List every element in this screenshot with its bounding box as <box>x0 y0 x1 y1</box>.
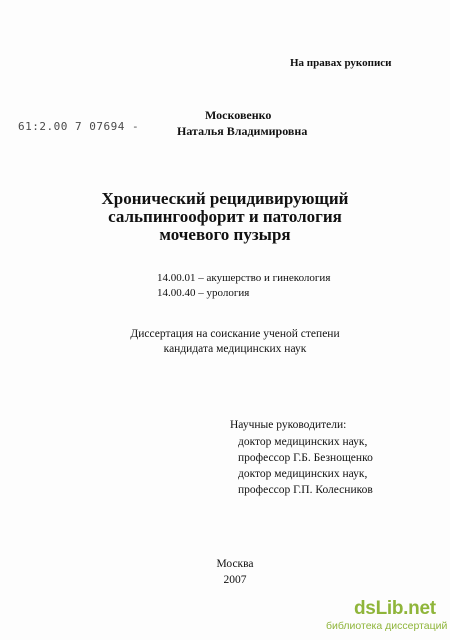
title-line: сальпингоофорит и патология <box>108 207 342 226</box>
supervisor-line: доктор медицинских наук, <box>238 468 368 480</box>
degree-statement: кандидата медицинских наук <box>163 343 307 355</box>
dissertation-title <box>0 190 450 244</box>
supervisor-line: профессор Г.П. Колесников <box>238 484 373 496</box>
degree-statement: Диссертация на соискание ученой степени <box>130 328 340 340</box>
title-line: мочевого пузыря <box>159 225 291 244</box>
rights-notice: На правах рукописи <box>290 57 392 69</box>
supervisor-line: профессор Г.Б. Безнощенко <box>238 452 373 464</box>
city: Москва <box>216 558 254 570</box>
watermark-logo[interactable]: dsLib.net <box>354 598 436 619</box>
author-surname: Московенко <box>205 108 272 122</box>
supervisors-heading: Научные руководители: <box>230 419 347 431</box>
specialty-code: 14.00.01 – акушерство и гинекология <box>157 272 331 284</box>
specialty-code: 14.00.40 – урология <box>157 287 250 299</box>
supervisor-line: доктор медицинских наук, <box>238 436 368 448</box>
year: 2007 <box>223 574 247 586</box>
title-line: Хронический рецидивирующий <box>101 189 349 208</box>
watermark-tagline: библиотека диссертаций <box>326 620 448 632</box>
library-stamp: 61:2.00 7 07694 - <box>18 120 140 133</box>
author-name: Наталья Владимировна <box>177 124 308 138</box>
